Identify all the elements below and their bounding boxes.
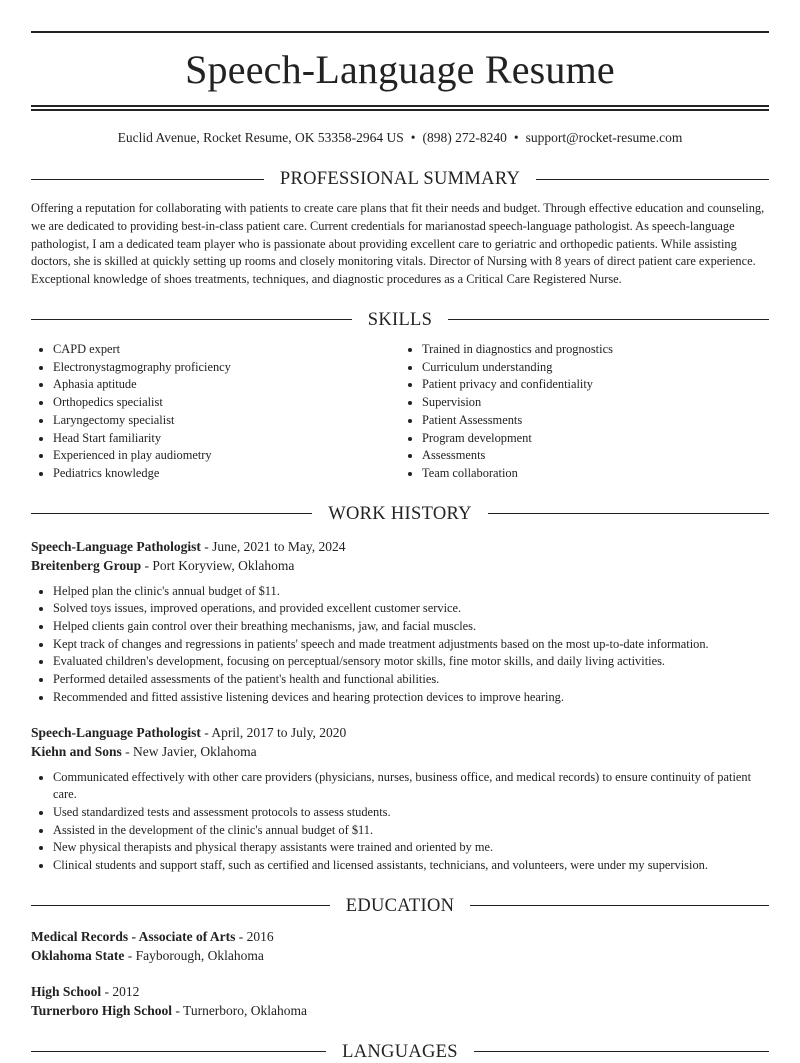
education-degree-line	[31, 927, 769, 947]
education-degree-line	[31, 982, 769, 1002]
skill-item: • Trained in diagnostics and prognostics	[422, 341, 769, 359]
education-year: - 2012	[101, 983, 140, 999]
section-title: SKILLS	[367, 309, 433, 330]
job-entry	[31, 723, 769, 875]
job-bullet: • Kept track of changes and regressions in patients' speech and made treatment adjustments based on the most up-to-date information.	[53, 636, 769, 654]
section-title: LANGUAGES	[342, 1041, 458, 1062]
heading-rule	[488, 513, 769, 514]
job-company-line	[31, 742, 769, 762]
skill-item: • Supervision	[422, 394, 769, 412]
heading-rule	[474, 1051, 769, 1052]
job-company: Breitenberg Group	[31, 558, 142, 574]
job-title: Speech-Language Pathologist	[31, 538, 201, 554]
heading-rule	[31, 905, 330, 906]
education-entry	[31, 982, 769, 1021]
skill-item: • Pediatrics knowledge	[53, 465, 400, 483]
job-bullet: • Recommended and fitted assistive listening devices and hearing protection devices to improve hearing.	[53, 689, 769, 707]
section-heading-work	[31, 503, 769, 525]
education-degree: High School	[31, 983, 102, 999]
heading-rule	[470, 905, 769, 906]
education-school-line	[31, 946, 769, 966]
heading-rule	[31, 1051, 326, 1052]
job-title: Speech-Language Pathologist	[31, 724, 201, 740]
title-double-rule	[31, 105, 769, 111]
section-title: EDUCATION	[345, 895, 455, 916]
contact-email: support@rocket-resume.com	[525, 130, 683, 145]
education-school: Oklahoma State	[31, 948, 125, 964]
skill-item: • Assessments	[422, 447, 769, 465]
section-title: WORK HISTORY	[328, 503, 472, 524]
job-dates: - June, 2021 to May, 2024	[200, 538, 346, 554]
section-heading-skills	[31, 309, 769, 331]
skills-list-left	[31, 341, 400, 483]
skill-item: • Team collaboration	[422, 465, 769, 483]
skill-item: • Patient Assessments	[422, 412, 769, 430]
education-degree: Medical Records - Associate of Arts	[31, 928, 236, 944]
summary-text: Offering a reputation for collaborating with patients to create care plans that fit their needs and budget. Through effective education and counseling, we are dedicated to providing best-in-class patient care. Current credentials for marianostad speech-language pathologist. As speech-language pathologist, I am a dedicated team player who is passionate about providing excellent care to geriatric and orthopedic patients. While assisting doctors, she is skilled at quickly setting up rooms and closely monitoring vitals. Director of Nursing with 8 years of direct patient care experience. Exceptional knowledge of shoes treatments, techniques, and diagnostic procedures as a Critical Care Registered Nurse.	[31, 201, 765, 287]
job-location: - New Javier, Oklahoma	[121, 744, 257, 760]
skills-list-right	[400, 341, 769, 483]
skill-item: • Curriculum understanding	[422, 359, 769, 377]
job-title-line	[31, 723, 769, 743]
education-location: - Fayborough, Oklahoma	[124, 948, 264, 964]
heading-rule	[536, 179, 769, 180]
contact-address: Euclid Avenue, Rocket Resume, OK 53358-2964 US	[117, 130, 404, 145]
resume-title: Speech-Language Resume	[185, 47, 615, 92]
skill-item: • Patient privacy and confidentiality	[422, 376, 769, 394]
section-heading-languages	[31, 1041, 769, 1063]
job-bullet: • Used standardized tests and assessment protocols to assess students.	[53, 804, 769, 822]
section-title: PROFESSIONAL SUMMARY	[279, 169, 521, 189]
skill-item: • Head Start familiarity	[53, 430, 400, 448]
job-bullet: • Helped clients gain control over their breathing mechanisms, jaw, and facial muscles.	[53, 618, 769, 636]
job-bullets	[31, 583, 769, 707]
job-bullets	[31, 769, 769, 875]
heading-rule	[31, 179, 264, 180]
section-heading-education	[31, 895, 769, 917]
job-company: Kiehn and Sons	[31, 744, 122, 760]
skill-item: • Program development	[422, 430, 769, 448]
job-bullet: • Helped plan the clinic's annual budget of $11.	[53, 583, 769, 601]
education-school: Turnerboro High School	[31, 1003, 173, 1019]
skill-item: • Experienced in play audiometry	[53, 447, 400, 465]
skill-item: • Laryngectomy specialist	[53, 412, 400, 430]
resume-page	[31, 31, 769, 1063]
heading-rule	[31, 319, 352, 320]
job-bullet: • Clinical students and support staff, such as certified and licensed assistants, technicians, and volunteers, were under my supervision.	[53, 857, 769, 875]
heading-rule	[31, 513, 312, 514]
job-bullet: • Performed detailed assessments of the patient's health and functional abilities.	[53, 671, 769, 689]
skill-item: • Orthopedics specialist	[53, 394, 400, 412]
heading-rule	[448, 319, 769, 320]
section-heading-summary	[31, 168, 769, 190]
skill-item: • Aphasia aptitude	[53, 376, 400, 394]
contact-separator: •	[513, 130, 519, 145]
job-entry	[31, 537, 769, 707]
top-rule	[31, 31, 769, 33]
education-year: - 2016	[235, 928, 274, 944]
education-entry	[31, 927, 769, 966]
job-bullet: • Solved toys issues, improved operations, and provided excellent customer service.	[53, 600, 769, 618]
job-location: - Port Koryview, Oklahoma	[141, 558, 295, 574]
contact-line	[31, 128, 769, 148]
job-company-line	[31, 556, 769, 576]
job-title-line	[31, 537, 769, 557]
job-bullet: • Assisted in the development of the clinic's annual budget of $11.	[53, 822, 769, 840]
job-bullet: • New physical therapists and physical therapy assistants were trained and oriented by me.	[53, 839, 769, 857]
skill-item: • Electronystagmography proficiency	[53, 359, 400, 377]
job-dates: - April, 2017 to July, 2020	[200, 724, 347, 740]
contact-phone: (898) 272-8240	[422, 130, 507, 145]
job-bullet: • Communicated effectively with other care providers (physicians, nurses, business office, and medical records) to ensure continuity of patient care.	[53, 769, 769, 804]
education-location: - Turnerboro, Oklahoma	[172, 1003, 308, 1019]
skill-item: • CAPD expert	[53, 341, 400, 359]
job-bullet: • Evaluated children's development, focusing on perceptual/sensory motor skills, fine motor skills, and daily living activities.	[53, 653, 769, 671]
contact-separator: •	[410, 130, 416, 145]
education-school-line	[31, 1001, 769, 1021]
skills-columns	[31, 341, 769, 483]
